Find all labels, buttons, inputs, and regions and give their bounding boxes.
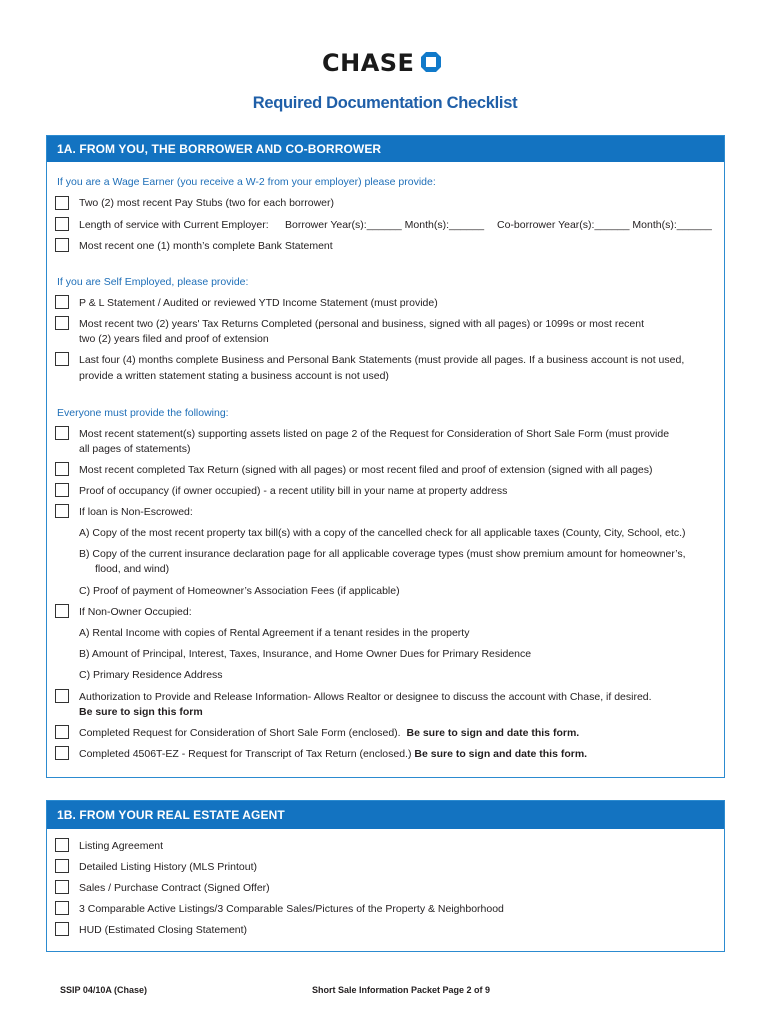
checkbox-length-of-service[interactable] <box>55 217 69 231</box>
item-asset-statements: Most recent statement(s) supporting assets listed on page 2 of the Request for Consideration of Short Sale Form (must provide <box>79 428 670 440</box>
checkbox-proof-of-occupancy[interactable] <box>55 483 69 497</box>
footer-form-id: SSIP 04/10A (Chase) <box>60 985 148 995</box>
item-asset-statements-cont: all pages of statements) <box>79 443 191 455</box>
item-tax-return: Most recent completed Tax Return (signed with all pages) or most recent filed and proof of extension (signed with all pages) <box>79 464 653 476</box>
item-comparables: 3 Comparable Active Listings/3 Comparable Sales/Pictures of the Property & Neighborhood <box>79 903 504 915</box>
item-business-bank-statements-cont: provide a written statement stating a business account is not used) <box>79 370 389 382</box>
borrower-years-months[interactable]: Borrower Year(s):______ Month(s):______ <box>285 219 485 231</box>
checkbox-authorization[interactable] <box>55 689 69 703</box>
item-primary-residence: C) Primary Residence Address <box>79 669 223 681</box>
item-pl-statement: P & L Statement / Audited or reviewed YTD Income Statement (must provide) <box>79 297 438 309</box>
item-sales-contract: Sales / Purchase Contract (Signed Offer) <box>79 882 270 894</box>
short-sale-form-sign: Be sure to sign and date this form. <box>406 727 580 739</box>
section-1b-heading: 1B. FROM YOUR REAL ESTATE AGENT <box>47 801 724 829</box>
item-non-escrowed: If loan is Non-Escrowed: <box>79 506 193 518</box>
footer-page-number: Short Sale Information Packet Page 2 of 9 <box>312 985 491 995</box>
checkbox-hud[interactable] <box>55 922 69 936</box>
everyone-heading: Everyone must provide the following: <box>57 407 229 419</box>
checkbox-sales-contract[interactable] <box>55 880 69 894</box>
wage-earner-heading: If you are a Wage Earner (you receive a W-2 from your employer) please provide: <box>57 176 436 188</box>
checkbox-listing-history[interactable] <box>55 859 69 873</box>
item-principal-interest: B) Amount of Principal, Interest, Taxes, Insurance, and Home Owner Dues for Primary Residence <box>79 648 532 660</box>
item-non-owner-occupied: If Non-Owner Occupied: <box>79 606 192 618</box>
item-insurance-declaration-cont: flood, and wind) <box>95 563 170 575</box>
logo-text: CHASE <box>322 49 415 77</box>
item-business-bank-statements: Last four (4) months complete Business and Personal Bank Statements (must provide all pages. If a business account is not used, <box>79 354 685 366</box>
short-sale-form-text: Completed Request for Consideration of Short Sale Form (enclosed). <box>79 727 401 739</box>
checkbox-asset-statements[interactable] <box>55 426 69 440</box>
chase-logo <box>322 49 442 77</box>
4506t-ez-text: Completed 4506T-EZ - Request for Transcript of Tax Return (enclosed.) <box>79 748 412 760</box>
item-hud: HUD (Estimated Closing Statement) <box>79 924 248 936</box>
item-insurance-declaration: B) Copy of the current insurance declaration page for all applicable coverage types (must show premium amount for homeowner’s, <box>79 548 686 560</box>
item-tax-returns: Most recent two (2) years' Tax Returns Completed (personal and business, signed with all pages) or 1099s or most recent <box>79 318 645 330</box>
item-authorization-sign: Be sure to sign this form <box>79 706 203 718</box>
item-4506t-ez <box>79 747 587 762</box>
item-short-sale-form <box>79 726 579 741</box>
checkbox-bank-statement[interactable] <box>55 238 69 252</box>
page-title: Required Documentation Checklist <box>252 94 518 112</box>
checkbox-tax-returns[interactable] <box>55 316 69 330</box>
item-tax-returns-cont: two (2) years filed and proof of extension <box>79 333 269 345</box>
section-1a-heading: 1A. FROM YOU, THE BORROWER AND CO-BORROWER <box>47 136 724 162</box>
checkbox-comparables[interactable] <box>55 901 69 915</box>
item-hoa-fees: C) Proof of payment of Homeowner’s Association Fees (if applicable) <box>79 585 400 597</box>
item-listing-agreement: Listing Agreement <box>79 840 164 852</box>
checkbox-4506t-ez[interactable] <box>55 746 69 760</box>
checkbox-pay-stubs[interactable] <box>55 196 69 210</box>
item-property-tax-bill: A) Copy of the most recent property tax bill(s) with a copy of the cancelled check for all applicable taxes (County, City, School, etc.) <box>79 527 686 539</box>
item-authorization: Authorization to Provide and Release Information- Allows Realtor or designee to discuss the account with Chase, if desired. <box>79 691 652 703</box>
checkbox-non-escrowed[interactable] <box>55 504 69 518</box>
checkbox-listing-agreement[interactable] <box>55 838 69 852</box>
checkbox-tax-return[interactable] <box>55 462 69 476</box>
item-bank-statement: Most recent one (1) month’s complete Bank Statement <box>79 240 333 252</box>
checkbox-pl-statement[interactable] <box>55 295 69 309</box>
self-employed-heading: If you are Self Employed, please provide: <box>57 276 249 288</box>
checkbox-short-sale-form[interactable] <box>55 725 69 739</box>
item-length-of-service: Length of service with Current Employer: <box>79 219 269 231</box>
item-pay-stubs: Two (2) most recent Pay Stubs (two for each borrower) <box>79 197 335 209</box>
item-proof-of-occupancy: Proof of occupancy (if owner occupied) - a recent utility bill in your name at property address <box>79 485 508 497</box>
item-rental-income: A) Rental Income with copies of Rental Agreement if a tenant resides in the property <box>79 627 470 639</box>
chase-octagon-icon <box>418 51 442 75</box>
item-listing-history: Detailed Listing History (MLS Printout) <box>79 861 257 873</box>
checkbox-business-bank-statements[interactable] <box>55 352 69 366</box>
coborrower-years-months[interactable]: Co-borrower Year(s):______ Month(s):______ <box>497 219 712 231</box>
checkbox-non-owner-occupied[interactable] <box>55 604 69 618</box>
4506t-ez-sign: Be sure to sign and date this form. <box>414 748 588 760</box>
